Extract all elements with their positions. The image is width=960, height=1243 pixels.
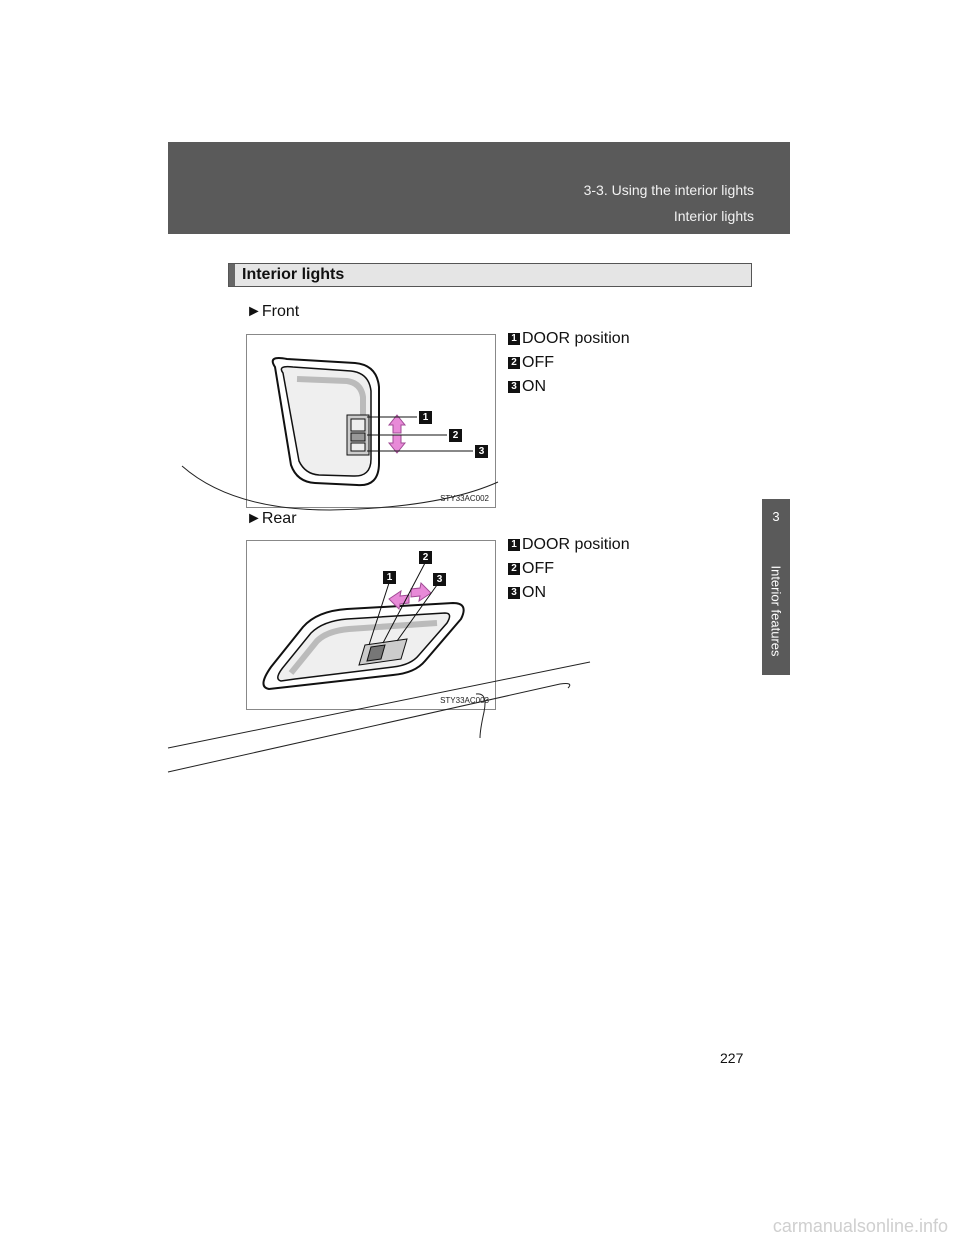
rear-figure-code: STY33AC003	[440, 696, 489, 705]
front-legend-item	[508, 378, 630, 402]
rear-legend-num: 3	[508, 587, 520, 599]
rear-legend-num: 1	[508, 539, 520, 551]
rear-light-illustration	[247, 541, 495, 709]
rear-callout-2: 2	[419, 551, 432, 564]
front-legend-num: 1	[508, 333, 520, 345]
rear-legend-label: DOOR position	[522, 536, 630, 553]
front-legend-label: OFF	[522, 354, 554, 371]
chapter-tab	[762, 499, 790, 675]
section-title: Interior lights	[242, 266, 345, 283]
front-legend-item	[508, 354, 630, 378]
rear-legend-item	[508, 560, 630, 584]
rear-legend-num: 2	[508, 563, 520, 575]
page-header	[168, 142, 790, 234]
header-subsection-title: Interior lights	[673, 208, 754, 224]
front-callout-1: 1	[419, 411, 432, 424]
front-legend-num: 2	[508, 357, 520, 369]
front-figure	[246, 334, 496, 508]
front-legend	[508, 330, 630, 402]
rear-legend-label: ON	[522, 584, 546, 601]
rear-callout-3: 3	[433, 573, 446, 586]
front-figure-code: STY33AC002	[440, 494, 489, 503]
rear-legend	[508, 536, 630, 608]
front-legend-label: ON	[522, 378, 546, 395]
chapter-number: 3	[772, 509, 780, 524]
section-title-bar	[228, 263, 752, 287]
rear-figure	[246, 540, 496, 710]
front-light-illustration	[247, 335, 495, 507]
front-legend-num: 3	[508, 381, 520, 393]
front-callout-2: 2	[449, 429, 462, 442]
front-callout-3: 3	[475, 445, 488, 458]
chapter-label: Interior features	[768, 565, 784, 657]
rear-callout-1: 1	[383, 571, 396, 584]
rear-heading: ►Rear	[246, 510, 297, 527]
header-section-title: 3-3. Using the interior lights	[583, 182, 754, 198]
page-number: 227	[720, 1050, 744, 1066]
watermark: carmanualsonline.info	[772, 1216, 948, 1236]
rear-legend-item	[508, 536, 630, 560]
front-heading: ►Front	[246, 303, 300, 320]
front-legend-label: DOOR position	[522, 330, 630, 347]
rear-legend-item	[508, 584, 630, 608]
front-legend-item	[508, 330, 630, 354]
rear-legend-label: OFF	[522, 560, 554, 577]
